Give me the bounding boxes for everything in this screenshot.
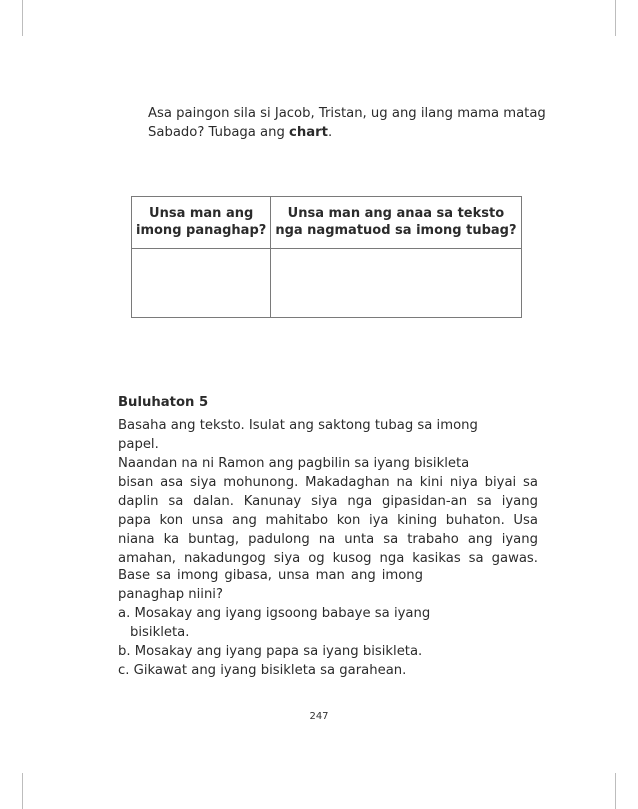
- page-number: 247: [309, 711, 329, 722]
- intro-bold-word: chart: [289, 125, 328, 140]
- chart-header-line: imong panaghap?: [136, 223, 267, 238]
- story-line: papa kon unsa ang mahitabo kon iya kining buhaton. Usa: [118, 513, 538, 528]
- chart-answer-row: [132, 249, 522, 318]
- intro-end: .: [327, 125, 333, 140]
- chart-header-guess: [132, 197, 271, 249]
- story-line: Naandan na ni Ramon ang pagbilin sa iyang bisikleta: [118, 456, 470, 471]
- question-block: [118, 566, 538, 680]
- reading-text: [118, 416, 538, 568]
- story-line: niana ka buntag, padulong na unta sa trabaho ang iyang: [118, 532, 538, 547]
- story-line: bisan asa siya mohunong. Makadaghan na kini niya biyai sa: [118, 475, 538, 490]
- intro-text: Asa paingon sila si Jacob, Tristan, ug ang ilang mama matag Sabado? Tubaga ang: [148, 106, 546, 140]
- question-line: Base sa imong gibasa, unsa man ang imong: [118, 568, 423, 583]
- chart-cell-evidence: [271, 249, 521, 318]
- crop-mark-bottom-left: [22, 773, 23, 809]
- story-line: amahan, nakadungog siya og kusog nga kasikas sa gawas.: [118, 551, 538, 566]
- chart-header-line: nga nagmatuod sa imong tubag?: [275, 223, 517, 238]
- chart-header-row: [132, 197, 522, 249]
- intro-paragraph: [118, 104, 568, 142]
- question-line: panaghap niini?: [118, 587, 223, 602]
- story-line: daplin sa dalan. Kanunay siya nga gipasidan-an sa iyang: [118, 494, 538, 509]
- option-c: c. Gikawat ang iyang bisikleta sa garahean.: [118, 663, 407, 678]
- option-b: b. Mosakay ang iyang papa sa iyang bisikleta.: [118, 644, 423, 659]
- crop-mark-bottom-right: [615, 773, 616, 809]
- answer-chart: [131, 196, 522, 318]
- instruction-line: papel.: [118, 437, 159, 452]
- chart-header-evidence: [271, 197, 521, 249]
- chart-header-line: Unsa man ang anaa sa teksto: [287, 206, 505, 221]
- crop-mark-top-left: [22, 0, 23, 36]
- chart-cell-guess: [132, 249, 271, 318]
- instruction-line: Basaha ang teksto. Isulat ang saktong tubag sa imong: [118, 418, 478, 433]
- option-a: a. Mosakay ang iyang igsoong babaye sa iyang bisikleta.: [118, 606, 431, 640]
- chart-header-line: Unsa man ang: [149, 206, 254, 221]
- crop-mark-top-right: [615, 0, 616, 36]
- section-heading: Buluhaton 5: [118, 395, 209, 410]
